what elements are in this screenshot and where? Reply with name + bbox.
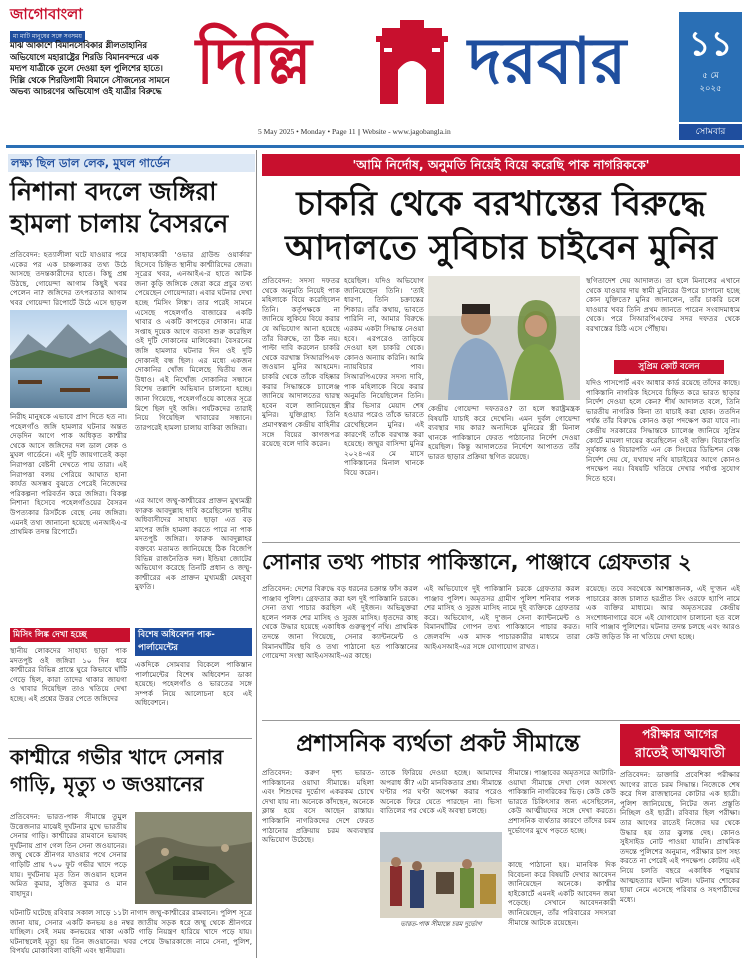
- spy-col2-text: এই অভিযোগে দুই পাকিস্তানি চরকে গ্রেফতার করল পাঞ্জাব পুলিশ। অমৃতসর গ্রামীণ পুলিশ শনিবার পলক শের মাসিহ ও সুরজ মাসিহ নামে দুই ব্যক্তিকে গ্রেফতার করে। অভিযোগ, এই দু'জন সেনা ক্যান্টনমেন্ট ও বিমানঘাঁটির গোপন তথ্য পাকিস্তানে পাচার করত। জেলবন্দি এক মাদক পাচারকারীর মাধ্যমে তারা আইএসআই-এর সঙ্গে যোগাযোগ রাখত।: [424, 584, 580, 651]
- title-right: দরবার: [468, 24, 627, 99]
- main-col4a-text: স্থগিতাদেশ দেয় আদালত। তা হলে মিনালের এখানে থেকে যাওয়ার দায় স্বামী মুনিরের উপরে চাপানো হচ্ছে কোন যুক্তিতে? মুনির জানালেন, তাঁর চাকরি চলে যাওয়ার খবর তিনি প্রথম জানতে পারেন সংবাদমাধ্যম থেকে। পরে সিআরপিএফের সদর দফতর থেকে বরখাস্তের চিঠি এসে পৌঁছায়।: [586, 276, 740, 333]
- kashmir-col1-text: প্রতিবেদন: ভারত-পাক সীমান্তে তুমুল উত্তেজনার মাঝেই দুর্ঘটনার মুখে ভারতীয় সেনার গাড়ি। কাশ্মীরের রামবানে ভয়াবহ দুর্ঘটনায় প্রাণ গেল তিন সেনা জওয়ানের। জম্মু থেকে শ্রীনগর যাওয়ার পথে সেনার গাড়িটি প্রায় ৭০০ ফুট গভীর খাদে পড়ে যায়। দুর্ঘটনায় মৃত তিন জওয়ান হলেন অমিত কুমার, সুজিত কুমার ও মান বাহাদুর।: [10, 812, 127, 898]
- main-kicker-text: 'আমি নির্দোষ, অনুমতি নিয়েই বিয়ে করেছি পাক নাগরিককে': [352, 157, 650, 172]
- suicide-text: প্রতিবেদন: ডাক্তারি প্রবেশিকা পরীক্ষার আগের রাতে চরম সিদ্ধান্ত। নিজেকে শেষ করে দিল রাজস্থানের কোটার এক ছাত্রী। পুলিশ জানিয়েছে, নিটের জন্য প্রস্তুতি নিচ্ছিল ওই ছাত্রী। রবিবার ছিল পরীক্ষা। তার আগের রাতেই নিজের ঘর থেকে উদ্ধার হয় তার ঝুলন্ত দেহ। কোনও সুইসাইড নোট পাওয়া যায়নি। প্রাথমিক তদন্তে পুলিশের অনুমান, পরীক্ষার চাপ সহ্য করতে না পেরেই এই পদক্ষেপ। কোটায় এই নিয়ে চলতি বছরে একাধিক পড়ুয়ার আত্মহত্যার ঘটনা ঘটল। ঘটনায় শোকের ছায়া নেমে এসেছে পরিবার ও সহপাঠীদের মধ্যে।: [620, 770, 740, 904]
- missing-link-head-text: মিসিং লিঙ্ক দেখা হচ্ছে: [13, 630, 87, 640]
- suicide-header-box: [620, 724, 740, 766]
- supreme-court-subhead: [614, 360, 724, 374]
- missing-link-head: [10, 628, 130, 642]
- army-vehicle-photo: [135, 812, 252, 904]
- jagobangla-logo: [10, 6, 180, 38]
- kashmir-col2-text: ঘটনাটি ঘটেছে রবিবার সকাল সাড়ে ১১টা নাগাদ জম্মু-কাশ্মীরের রামবানে। পুলিশ সূত্রে জানা যায়, সেনার একটি কনভয় ৪৪ নম্বর জাতীয় সড়ক ধরে জম্মু থেকে শ্রীনগরে যাচ্ছিল। সেই সময় কনভয়ের থাকা একটি গাড়ি নিয়ন্ত্রণ হারিয়ে খাদে পড়ে যায়। ঘটনাস্থলেই মৃত্যু হয় তিন জওয়ানের। খবর পেয়ে উদ্ধারকাজে নামে সেনা, পুলিশ, বিপর্যয় মোকাবিলা বাহিনী এবং স্থানীয়রা।: [10, 908, 252, 956]
- spy-divider: [262, 720, 740, 721]
- admin-col2-text: তাকে ফিরিয়ে দেওয়া হচ্ছে। আমাদের অপরাধ কী? এটা মানবিকতার প্রশ্ন। সীমান্তে ঘণ্টার পর ঘণ্টা অপেক্ষা করার পরেও অনেকে ফিরে যেতে পারছেন না। ভিসা বাতিলের পর থেকে এই অবস্থা চলছে।: [380, 768, 502, 816]
- main-col2-text: হয়েছিল। যদিও অভিযোগ জানিয়েছেন তিনি। 'তাই ধারণা, তিনি চক্রান্তের শিকার। তাঁর কথায়, ভাবতে পারিনি না, আমার বিরুদ্ধে এরকম একটা সিদ্ধান্ত নেওয়া হবে। এরপরেও তাড়িয়ে দেওয়া হল চাকরি থেকে। কোনও অন্যায় করিনি। আমি ন্যায়বিচার পাব। সিআরপিএফের সদস্য দাবি, পাক মহিলাকে বিয়ে করার অনুমতি নিয়েছিলেন তিনি। স্ত্রীর ভিসার মেয়াদ শেষ হওয়ার পরেও তাঁকে ভারতে রেখেছিলেন মুনির। এই কারণেই তাঁকে বরখাস্ত করা হয়েছে। জম্মুর বাসিন্দা মুনির ২০২৪-এর মে মাসে পাকিস্তানের মিনাল খানকে বিয়ে করেন।: [344, 276, 424, 477]
- brand-logo-text: জাগোবাংলা: [10, 5, 83, 23]
- munir-couple-photo: [428, 276, 580, 400]
- supreme-court-subhead-text: সুপ্রিম কোর্ট বলেন: [638, 362, 700, 372]
- left-col2b-text: এর আগে জম্মু-কাশ্মীরের প্রাক্তন মুখ্যমন্ত্রী ফারুক আবদুল্লাহ দাবি করেছিলেন স্থানীয় অধিবাসীদের সাহায্য ছাড়া এত বড় মাপের জঙ্গি হামলা করতে পারে না পাক মদতপুষ্ট জঙ্গিরা। ফারুক আবদুল্লাহর বক্তব্যে মতামত জানিয়েছে ঠিক বিজেপি বিভিন্ন রাজনৈতিক দল। ইন্ডিয়া জোটের অভিযোগ করেছে তিনটি প্রধান ও জম্মু-কাশ্মীরের এক প্রাক্তন মুখ্যমন্ত্রী মেহবুবা মুফতি।: [135, 496, 252, 592]
- left-divider: [8, 738, 252, 739]
- kashmir-headline: কাশ্মীরে গভীর খাদে সেনার গাড়ি, মৃত্যু ৩ জওয়ানের: [10, 745, 224, 796]
- date-bn: ৫ মে ২০২৫: [699, 71, 722, 94]
- main-headline-2: আদালতে সুবিচার চাইবেন মুনির: [285, 228, 717, 268]
- border-crowd-photo: [380, 832, 502, 918]
- admin-col3b-text: কাছে পাঠানো হয়। মানবিক দিক বিবেচনা করে বিষয়টি দেখার আবেদন জানিয়েছেন অনেকে। কাশ্মীর হাইকোর্টে এমনই একটি আবেদন জমা পড়েছে। সেখানে আবেদনকারী জানিয়েছেন, তাঁর পরিবারের সদস্যরা সীমান্তে আটকে রয়েছেন।: [508, 860, 616, 927]
- spy-col3-text: রয়েছে। তবে সবথেকে আশঙ্কাজনক, এই দু'জন এই পাচারের কাজ চালাত হরপ্রীত সিং ওরফে হ্যাপি নামে এক ব্যক্তির মাধ্যমে। আর অমৃতসরের কেন্দ্রীয় সংশোধনাগারে বসে এই যোগাযোগ চালানো হত বলে দাবি পাঞ্জাব পুলিশের। ঘটনার তদন্ত চলছে এবং আরও কেউ জড়িত কি না খতিয়ে দেখা হচ্ছে।: [586, 584, 740, 641]
- admin-col3-text: সীমান্তে। পাঞ্জাবের অমৃতসরে আটারি-ওয়াঘা সীমান্তে দেখা গেল অসংখ্য পাকিস্তানি নাগরিকের ভিড়। কেউ কেউ ভারতে চিকিৎসার জন্য এসেছিলেন, কেউ আত্মীয়দের সঙ্গে দেখা করতে। প্রশাসনিক ব্যর্থতার কারণে তাঁদের চরম দুর্ভোগের মুখে পড়তে হচ্ছে।: [508, 768, 616, 835]
- column-separator: [256, 150, 257, 958]
- left-col1b-text: নিরীহ মানুষকে এভাবে প্রাণ দিতে হত না। পহেলগাঁও জঙ্গি হামলার ঘটনার অন্তত দেড়দিন আগে পাক অধিকৃত কাশ্মীর থেকে আসে জঙ্গিদের দল ডাল লেক ও মুঘল গার্ডেনে। এই দুটি জায়গাতেই কড়া নিরাপত্তা বেষ্টনী দেখতে পায় তারা। এই নিরাপত্তা বলয় পেরিয়ে আঘাত হানা কার্যত অসম্ভব বুঝতে পেরেই নিজেদের পরিকল্পনা পরিবর্তন করে জঙ্গিরা। বিকল্প নিশানা হিসেবে পহেলগাঁওয়ের বৈসরন উপত্যকার রিসর্টকে বেছে নেয় জঙ্গিরা। এমনই তথ্য জানানো হয়েছে এনআইএ-র প্রাথমিক তদন্ত রিপোর্টে।: [10, 412, 127, 537]
- dal-lake-photo: [10, 310, 127, 408]
- page-number: ১১: [688, 24, 733, 64]
- left-kicker: লক্ষ্য ছিল ডাল লেক, মুঘল গার্ডেন: [8, 154, 255, 172]
- missing-link-text: স্থানীয় লোকদের সাহায্য ছাড়া পাক মদতপুষ্ট ওই জঙ্গিরা ১০ দিন ধরে কাশ্মীরের বিভিন্ন প্রান্তে ঘুরে কিভাবে ঘাঁটি গেড়ে ছিল, কারা তাদের থাকার জায়গা ও খাবার দিয়েছিল তাও খতিয়ে দেখা হচ্ছে। এই প্রশ্নের উত্তর পেতে জঙ্গিদের: [10, 646, 127, 703]
- day-bn: সোমবার: [695, 127, 726, 137]
- left-col1-text: প্রতিবেদন: হত্যালীলা ঘটে যাওয়ার পরে একের পর এক চাঞ্চল্যকর তথ্য উঠে আসছে তদন্তকারীদের হাতে। কিছু প্রশ্ন উঠছে, গোয়েন্দা আগাম কিছুই খবর পেলেন না? জঙ্গিদের তৎপরতার আগাম খবর গোয়েন্দা রিপোর্টে উঠে এসে ছাড়ল: [10, 250, 127, 307]
- left-headline: নিশানা বদলে জঙ্গিরা হামলা চালায় বৈসরনে: [10, 177, 229, 238]
- dateline: 5 May 2025 • Monday • Page 11 || Website - www.jagobangla.in: [258, 127, 451, 136]
- admin-col1-text: প্রতিবেদন: করুণ দৃশ্য ভারত-পাকিস্তানের ওয়াঘা সীমান্তে। মহিলা এবং শিশুদের দুর্ভোগ একরকম চোখে দেখা যায় না। অনেকে কাঁদছেন, অনেকে ক্লান্ত হয়ে বসে আছেন রাস্তায়। পাকিস্তানি নাগরিকদের দেশে ফেরত পাঠানোর প্রক্রিয়ায় চরম অব্যবস্থার অভিযোগ উঠেছে।: [262, 768, 374, 845]
- masthead-rule: [6, 145, 744, 148]
- day-box: [679, 124, 742, 140]
- suicide-kicker: পরীক্ষার আগের: [642, 727, 718, 741]
- main-kicker: [262, 154, 740, 176]
- main-headline-1: চাকরি থেকে বরখাস্তের বিরুদ্ধে: [296, 184, 706, 224]
- admin-headline: প্রশাসনিক ব্যর্থতা প্রকট সীমান্তে: [296, 731, 580, 757]
- spy-col1-text: প্রতিবেদন: দেশের বিরুদ্ধে বড় ধরনের চক্রান্ত ফাঁস করল পাঞ্জাব পুলিশ। গ্রেফতার করা হল দুই পাকিস্তানি চরকে। সেনা তথ্য পাচার করছিল এই দুইজন। অভিযুক্তরা হলেন পলক শের মাসিহ ও সুরজ মাসিহ। ধৃতদের কাছ থেকে উদ্ধার হয়েছে একাধিক গুরুত্বপূর্ণ নথি। প্রাথমিক তদন্তে জানা গিয়েছে, সেনার ক্যান্টনমেন্ট ও বিমানঘাঁটির ছবি ও তথ্য পাঠানো হত পাকিস্তানের গোয়েন্দা সংস্থা আইএসআই-এর কাছে।: [262, 584, 418, 661]
- side-news-brief: মাঝ আকাশে বিমানসেবিকার শ্লীলতাহানির অভিযোগে মহারাষ্ট্রের শিরডি বিমানবন্দরে এক মদ্যপ যাত্রীকে তুলে দেওয়া হল পুলিশের হাতে। দিল্লি থেকে শিরডিগামী বিমানে সৌজন্যের সামনে অভব্য আচরণের অভিযোগ ওই যাত্রীর বিরুদ্ধে: [10, 40, 170, 97]
- main-col3-text: কেন্দ্রীয় গোয়েন্দা দফতরও? তা হলে স্বরাষ্ট্রমন্ত্রক বিষয়টি যাচাই করে দেখেনি। এমন দুর্বল গোয়েন্দা ব্যবস্থার দায় কার? অন্যদিকে মুনিরের স্ত্রী মিনাল খানকে পাকিস্তানে ফেরত পাঠানোর নির্দেশ দেওয়া হয়েছিল। কিন্তু আদালতের নির্দেশে আপাতত তাঁর ভারত ছাড়ার প্রক্রিয়া স্থগিত রয়েছে।: [428, 404, 580, 461]
- title-left: দিল্লি: [196, 24, 312, 99]
- main-divider: [262, 542, 740, 543]
- newspaper-title: [196, 18, 674, 110]
- admin-caption: ভারত-পাক সীমান্তে চরম দুর্ভোগ: [400, 920, 482, 928]
- page-number-box: [679, 12, 742, 122]
- pak-session-head-text: বিশেষ অধিবেশন পাক-পার্লামেন্টের: [138, 630, 215, 653]
- pak-session-head: [135, 628, 252, 656]
- main-col1-text: প্রতিবেদন: সদস্য দফতর থেকে অনুমতি নিয়েই পাক মহিলাকে বিয়ে করেছিলেন তিনি। কর্তৃপক্ষকে না জানিয়ে লুকিয়ে বিয়ে করার যে অভিযোগ আনা হয়েছে তাঁর বিরুদ্ধে, তা ঠিক নয়। পাল্টা দাবি করলেন চাকরি থেকে বরখাস্ত সিআরপিএফ জওয়ান মুনির আহমেদ। চাকরি থেকে তাঁকে বহিষ্কার করার সিদ্ধান্তকে চ্যালেঞ্জ জানিয়ে আদালতের দ্বারস্থ হবেন বলে জানিয়েছেন মুনির। যুক্তিগ্রাহ্য তিনি প্রমাণস্বরূপ কেন্দ্রীয় বাহিনীর সঙ্গে বিয়ের কাগজপত্র রয়েছে বলে দাবি করেন।: [262, 276, 340, 449]
- left-col2-text: সাহায্যকারী 'ওভার গ্রাউন্ড ওয়ার্কার' হিসেবে চিহ্নিত স্থানীয় কাশ্মীরিদের জেরা। সূত্রের খবর, এনআইএ-র হাতে আটক জনা কুড়ি জঙ্গিকে জেরা করে প্রচুর তথ্য পেয়েছেন গোয়েন্দারা। এবার ঘটনার দেখা হচ্ছে 'মিসিং লিঙ্ক'। তার পরেই সামনে এসেছে পহেলগাঁও বাজারের একটি খাবার ও একটি কাপড়ের দোকান। মাত্র সপ্তাহ দুয়েক আগে ব্যবসা শুরু করেছিল ওই দুটি দোকানের মালিকেরা। বৈসরনের জঙ্গি হামলার ঘটনার দিন ওই দুটি দোকানই বন্ধ ছিল। এর মধ্যে একজন দোকানির খোঁজ মিলেছে দ্বিতীয় জন উধাও। এই নিখোঁজ দোকানির সন্ধানে বিশেষ তল্লাশি অভিযান চালানো হচ্ছে। জানা গিয়েছে, পহেলগাঁওয়ে কাজের সূত্রে মিশে ছিল দুই জঙ্গি। পর্যটকদের তারাই নিয়ে গিয়েছিল খাবারের সন্ধানে। তারপরেই হামলা চালায় বাকিরা জঙ্গিরা।: [135, 250, 252, 432]
- main-col4b-text: যদিও পাসপোর্ট এবং আধার কার্ড রয়েছে তাঁদের কাছে। পাকিস্তানি নাগরিক হিসেবে চিহ্নিত করে ভারত ছাড়ার নির্দেশ দেওয়া হলে কেন? শীর্ষ আদালত বলে, তিনি ভারতীয় নাগরিক কিনা তা যাচাই করা হোক। ততদিন পর্যন্ত তাঁর বিরুদ্ধে কোনও কড়া পদক্ষেপ করা যাবে না। কেন্দ্রীয় সরকারের সিদ্ধান্তকে চ্যালেঞ্জ জানিয়ে সুপ্রিম কোর্টে মামলা দায়ের করেছিলেন ওই ব্যক্তি। বিচারপতি সূর্যকান্ত ও বিচারপতি এন কে সিংয়ের ডিভিশন বেঞ্চ নির্দেশ দেয় যে, যথাযথ নথি যাচাইয়ের আগে কোনও পদক্ষেপ নয়। বিষয়টি খতিয়ে দেখার পর্যাপ্ত সুযোগ দিতে হবে।: [586, 378, 740, 483]
- brand-tagline: মা মাটি মানুষের সঙ্গে সবসময়: [10, 31, 85, 42]
- india-gate-icon: [362, 18, 462, 106]
- pak-session-text: একদিকে সোমবার বিকেলে পাকিস্তান পার্লামেন্টের বিশেষ অধিবেশন ডাকা হয়েছে। পহেলগাঁও ও ভারতের সঙ্গে সম্পর্ক নিয়ে আলোচনা হবে এই অধিবেশনে।: [135, 660, 252, 708]
- suicide-headline: রাতেই আত্মঘাতী: [634, 746, 726, 761]
- spy-headline: সোনার তথ্য পাচার পাকিস্তানে, পাঞ্জাবে গ্রেফতার ২: [262, 550, 692, 574]
